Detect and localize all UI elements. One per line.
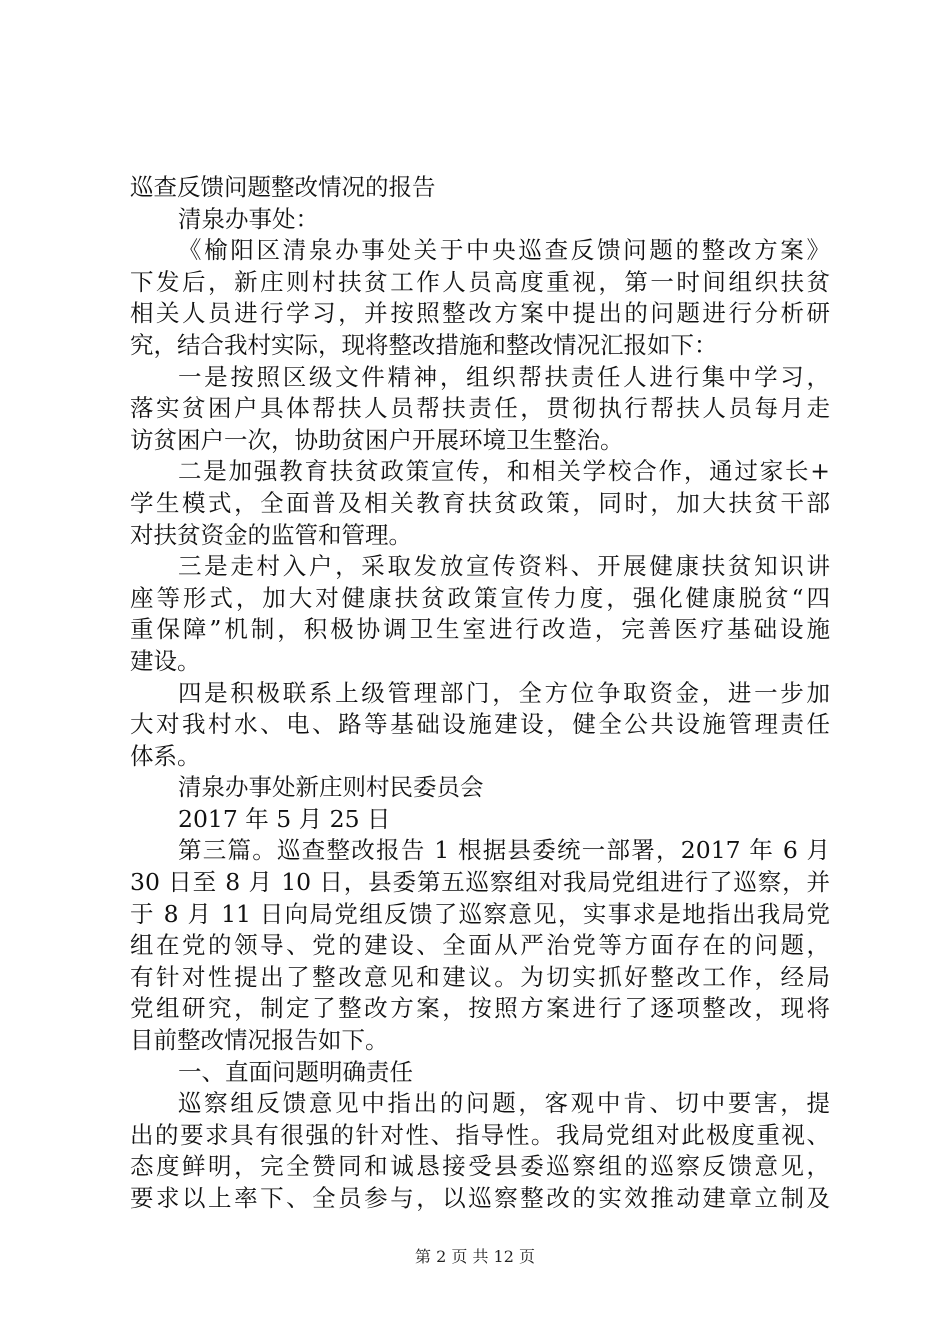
text-line: 访贫困户一次，协助贫困户开展环境卫生整治。: [130, 425, 624, 454]
text-line: 巡查反馈问题整改情况的报告: [130, 173, 436, 201]
text-line: 目前整改情况报告如下。: [130, 1026, 389, 1055]
text-line: 要求以上率下、全员参与，以巡察整改的实效推动建章立制及: [130, 1184, 830, 1212]
text-line: 对扶贫资金的监管和管理。: [130, 520, 412, 549]
text-line: 建设。: [130, 646, 201, 675]
text-line: 巡察组反馈意见中指出的问题，客观中肯、切中要害，提: [178, 1089, 830, 1118]
text-line: 一、直面问题明确责任: [178, 1057, 413, 1086]
text-line: 态度鲜明，完全赞同和诚恳接受县委巡察组的巡察反馈意见，: [130, 1152, 830, 1181]
text-line: 大对我村水、电、路等基础设施建设，健全公共设施管理责任: [130, 710, 830, 739]
text-line: 清泉办事处新庄则村民委员会: [178, 773, 484, 802]
text-line: 2017 年 5 月 25 日: [178, 804, 391, 833]
text-line: 于 8 月 11 日向局党组反馈了巡察意见，实事求是地指出我局党: [130, 899, 830, 928]
text-line: 重保障”机制，积极协调卫生室进行改造，完善医疗基础设施: [130, 615, 830, 644]
text-line: 相关人员进行学习，并按照整改方案中提出的问题进行分析研: [130, 299, 830, 328]
text-line: 第三篇。巡查整改报告 1 根据县委统一部署，2017 年 6 月: [178, 836, 830, 865]
text-line: 30 日至 8 月 10 日，县委第五巡察组对我局党组进行了巡察，并: [130, 868, 830, 897]
text-line: 出的要求具有很强的针对性、指导性。我局党组对此极度重视、: [130, 1120, 830, 1149]
text-line: 四是积极联系上级管理部门，全方位争取资金，进一步加: [178, 678, 830, 707]
text-line: 二是加强教育扶贫政策宣传，和相关学校合作，通过家长+: [178, 457, 830, 486]
text-line: 下发后，新庄则村扶贫工作人员高度重视，第一时间组织扶贫: [130, 267, 830, 296]
text-line: 组在党的领导、党的建设、全面从严治党等方面存在的问题，: [130, 931, 830, 960]
text-line: 一是按照区级文件精神，组织帮扶责任人进行集中学习，: [178, 362, 830, 391]
text-line: 清泉办事处：: [178, 204, 319, 233]
page-footer: 第 2 页 共 12 页: [415, 1247, 535, 1266]
text-line: 三是走村入户，采取发放宣传资料、开展健康扶贫知识讲: [178, 552, 830, 581]
text-line: 《榆阳区清泉办事处关于中央巡查反馈问题的整改方案》: [178, 236, 830, 265]
document-body: [130, 172, 830, 1215]
text-line: 有针对性提出了整改意见和建议。为切实抓好整改工作，经局: [130, 962, 830, 991]
text-line: 体系。: [130, 741, 201, 770]
text-line: 座等形式，加大对健康扶贫政策宣传力度，强化健康脱贫“四: [130, 583, 830, 612]
text-line: 党组研究，制定了整改方案，按照方案进行了逐项整改，现将: [130, 994, 830, 1023]
text-line: 落实贫困户具体帮扶人员帮扶责任，贯彻执行帮扶人员每月走: [130, 394, 830, 423]
text-line: 究，结合我村实际，现将整改措施和整改情况汇报如下：: [130, 330, 718, 359]
text-line: 学生模式，全面普及相关教育扶贫政策，同时，加大扶贫干部: [130, 488, 830, 517]
